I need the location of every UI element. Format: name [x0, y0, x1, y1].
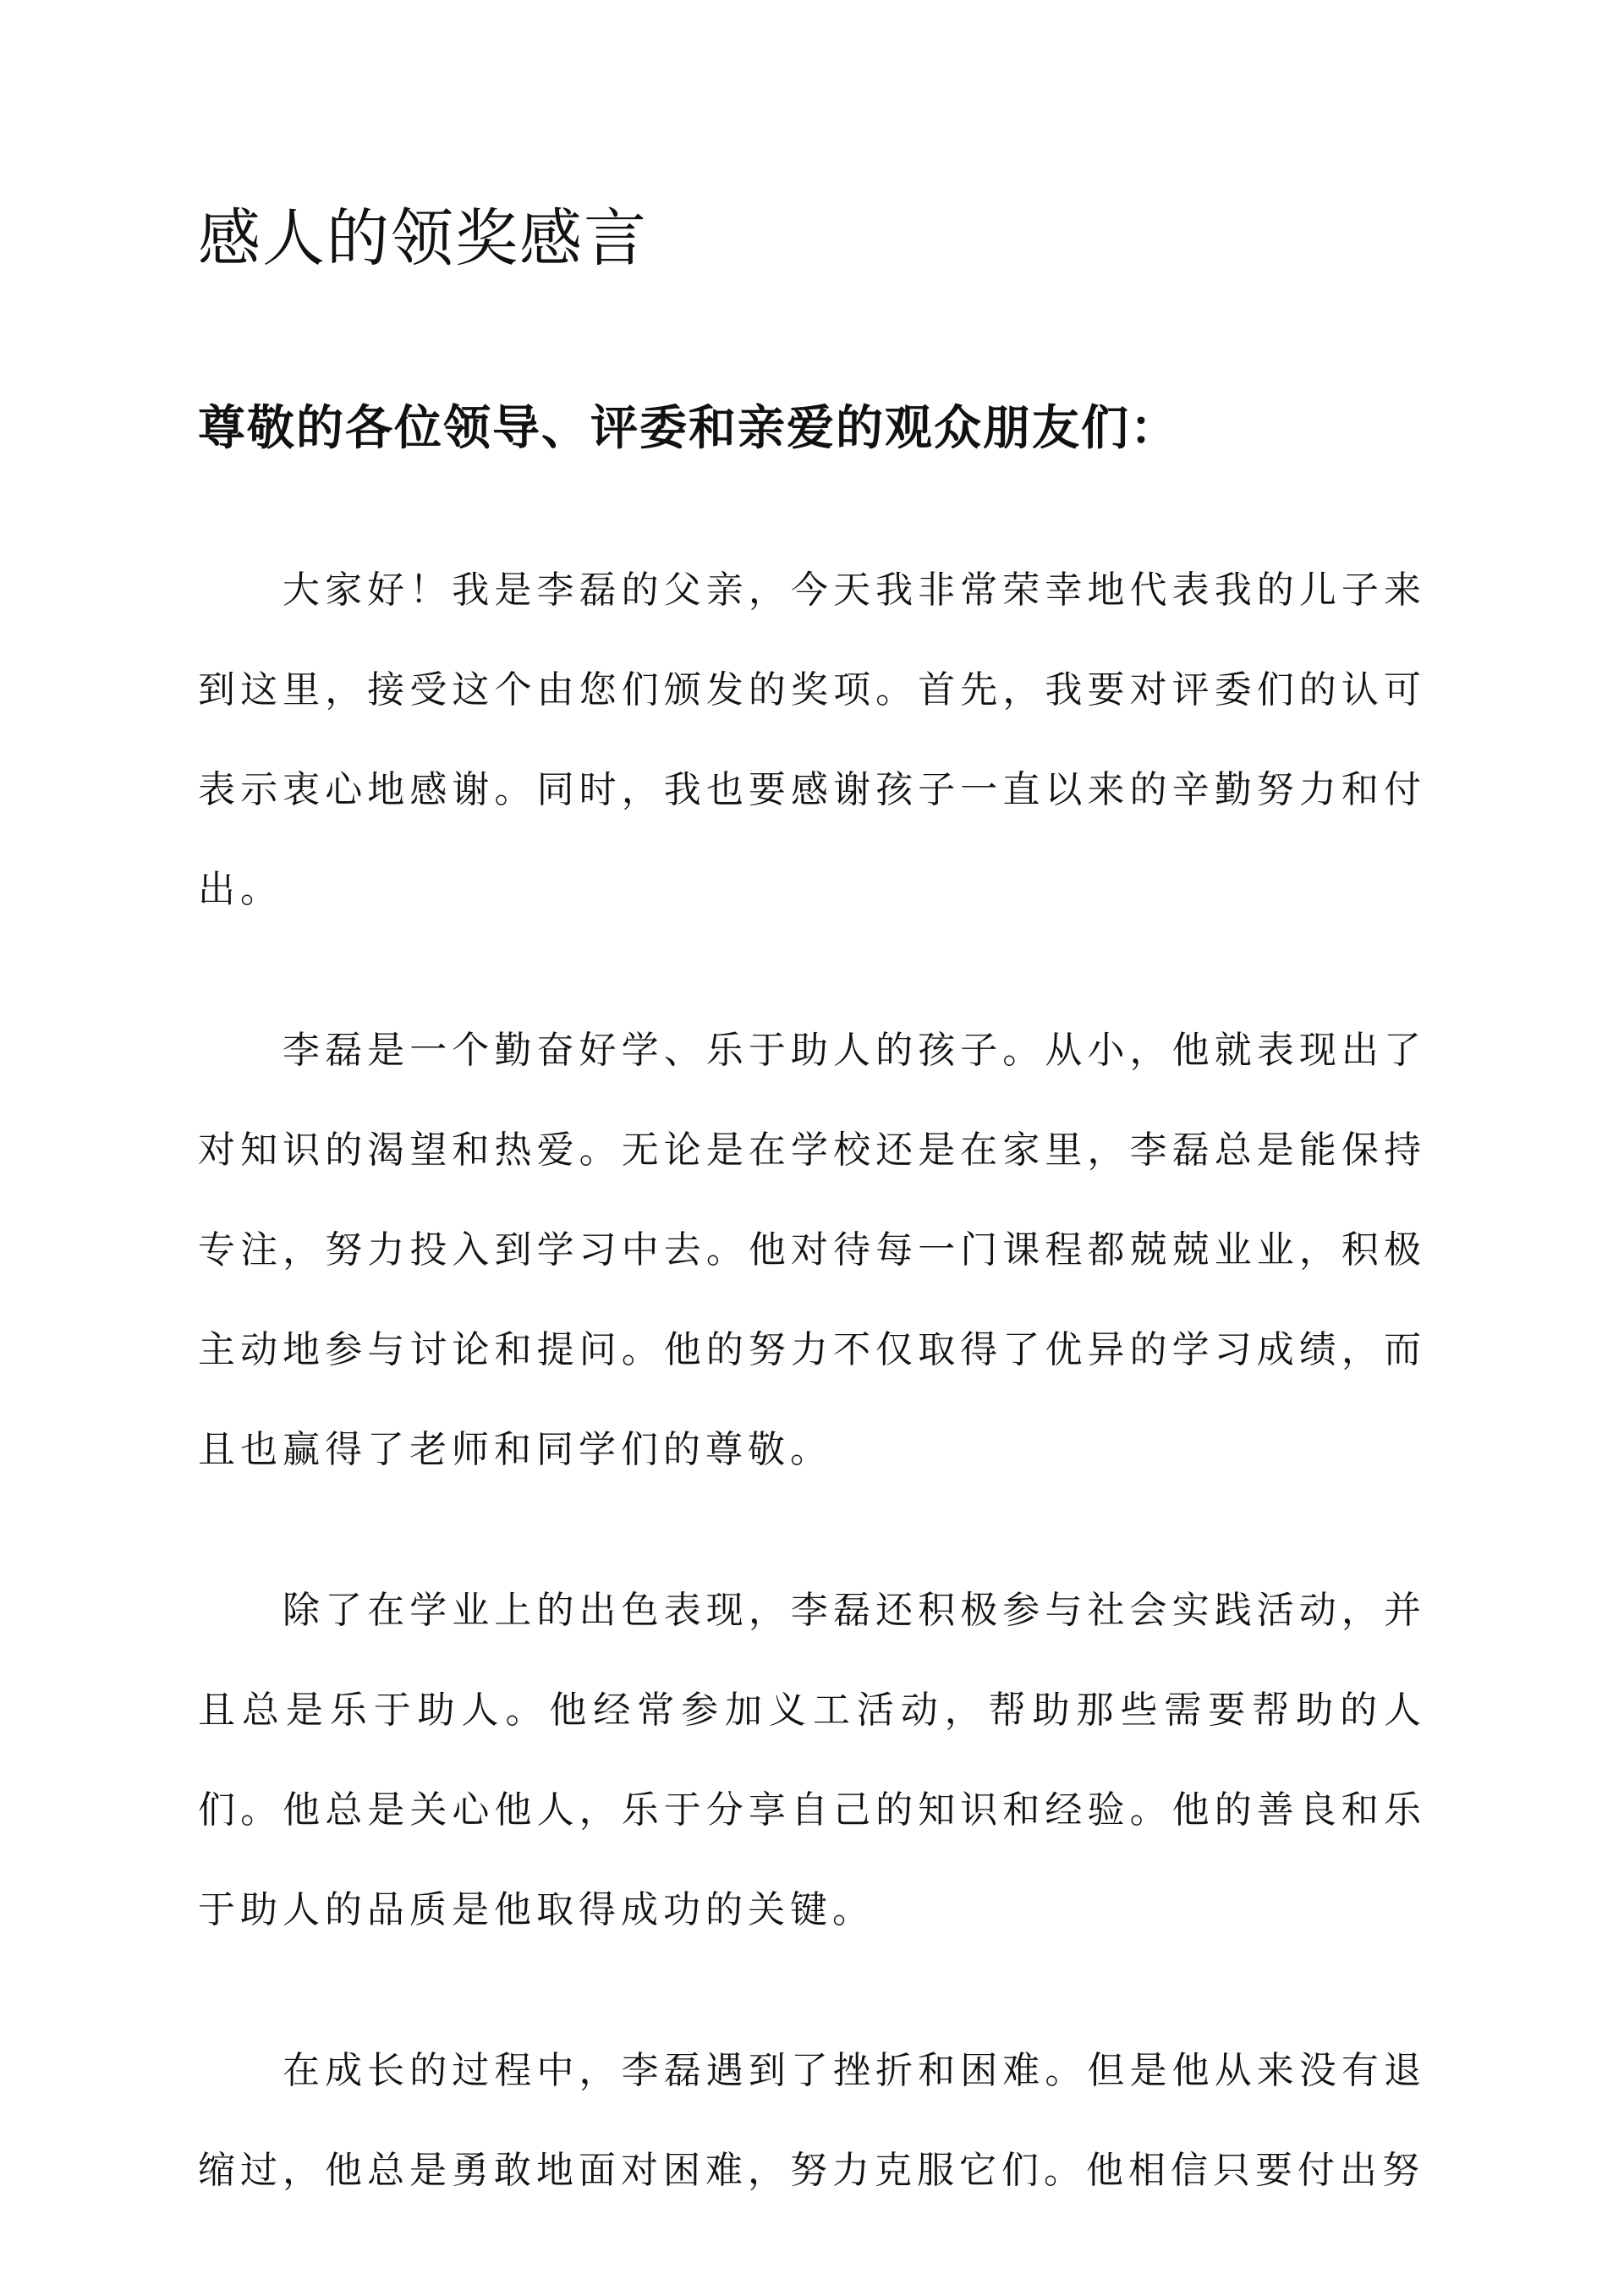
- paragraph: 李磊是一个勤奋好学、乐于助人的孩子。从小，他就表现出了对知识的渴望和热爱。无论是在学校还是在家里，李磊总是能保持专注，努力投入到学习中去。他对待每一门课程都兢兢业业，积极主动地参与讨论和提问。他的努力不仅取得了优异的学习成绩，而且也赢得了老师和同学们的尊敬。: [198, 1029, 1426, 1471]
- document-title: 感人的领奖感言: [198, 202, 648, 275]
- body-text: [198, 541, 1426, 2282]
- salutation-heading: 尊敬的各位领导、评委和亲爱的观众朋友们：: [198, 400, 1179, 456]
- paragraph: 在成长的过程中，李磊遇到了挫折和困难。但是他从来没有退缩过，他总是勇敢地面对困难，努力克服它们。他相信只要付出努: [198, 2049, 1426, 2192]
- paragraph: 大家好！我是李磊的父亲，今天我非常荣幸地代表我的儿子来到这里，接受这个由您们颁发的奖项。首先，我要对评委们的认可表示衷心地感谢。同时，我也要感谢孩子一直以来的辛勤努力和付出。: [198, 569, 1426, 911]
- paragraph: 除了在学业上的出色表现，李磊还积极参与社会实践活动，并且总是乐于助人。他经常参加义工活动，帮助那些需要帮助的人们。他总是关心他人，乐于分享自己的知识和经验。他的善良和乐于助人的品质是他取得成功的关键。: [198, 1589, 1426, 1931]
